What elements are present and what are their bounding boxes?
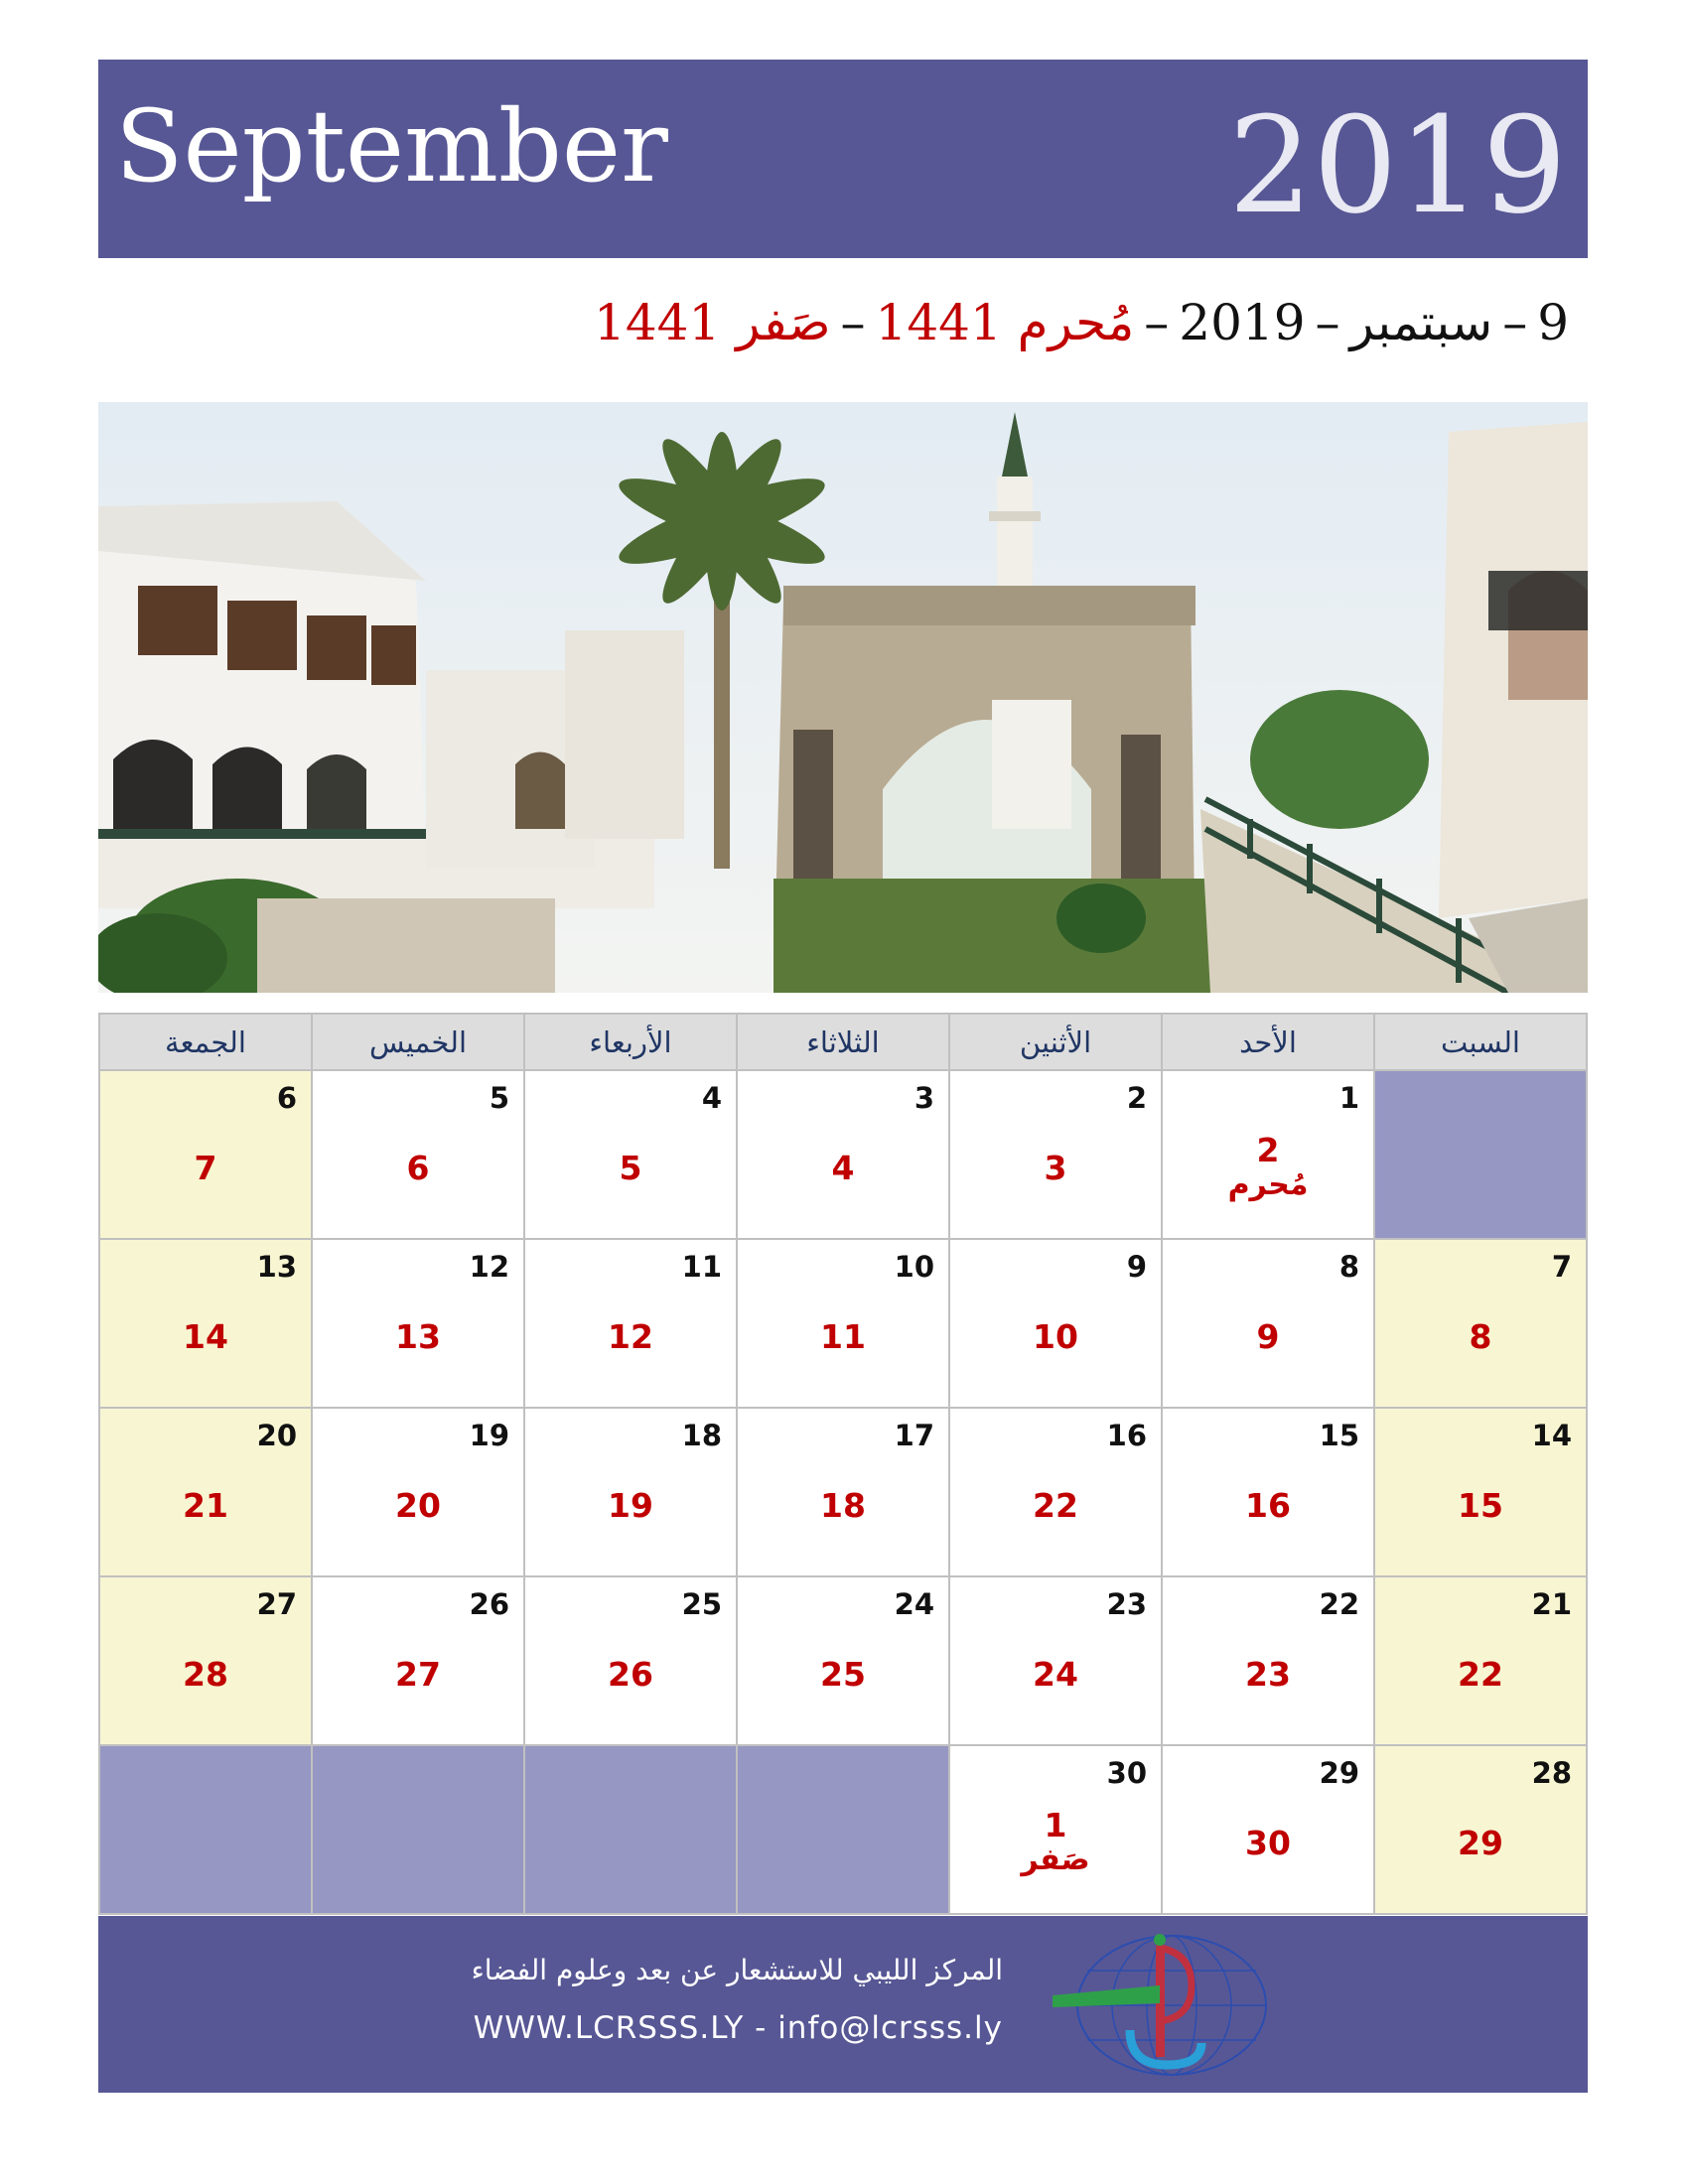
hijri-day: 22 [1033,1486,1078,1525]
day-cell [737,1070,949,1239]
gregorian-day: 15 [1319,1419,1359,1452]
gregorian-day: 12 [469,1250,509,1284]
day-cell [1374,1239,1587,1408]
day-cell [1162,1408,1374,1576]
day-cell [1162,1239,1374,1408]
hijri-day: 2 [1256,1131,1280,1169]
day-cell [1162,1576,1374,1745]
hijri-day: 12 [608,1317,653,1356]
empty-cell [99,1745,312,1914]
gregorian-day: 22 [1319,1587,1359,1621]
day-cell [1162,1070,1374,1239]
day-cell [312,1576,524,1745]
hijri-month-label: مُحرم [1227,1167,1309,1203]
hijri-day: 28 [183,1655,228,1694]
gregorian-day: 3 [914,1081,934,1115]
hijri-day: 27 [395,1655,441,1694]
weekday-sat: الجمعة [99,1014,312,1070]
day-cell [949,1408,1162,1576]
weekday-mon: الأربعاء [524,1014,737,1070]
gregorian-day: 6 [276,1081,297,1115]
hijri-day: 20 [395,1486,441,1525]
gregorian-day: 5 [489,1081,509,1115]
gregorian-day: 14 [1531,1419,1572,1452]
weekday-header-row [99,1014,1587,1070]
hijri-day: 26 [608,1655,653,1694]
empty-cell [737,1745,949,1914]
weekday-fri: السبت [1374,1014,1587,1070]
gregorian-day: 19 [469,1419,509,1452]
day-cell [524,1070,737,1239]
gregorian-day: 20 [256,1419,297,1452]
gregorian-day: 11 [681,1250,722,1284]
day-cell [312,1239,524,1408]
hijri-month-label: صَفر [1021,1843,1090,1878]
hijri-day-with-month [950,1808,1161,1876]
hijri-day: 25 [820,1655,866,1694]
day-cell [312,1070,524,1239]
month-arabic: سبتمبر [1349,294,1493,351]
month-number: 9 [1537,294,1569,351]
gregorian-day: 27 [256,1587,297,1621]
separator: – [1315,294,1340,351]
hijri-day: 8 [1469,1317,1492,1356]
hijri-month-1: مُحرم 1441 [875,294,1135,351]
website-link[interactable]: WWW.LCRSSS.LY [473,2010,745,2046]
weekday-thu: الأحد [1162,1014,1374,1070]
week-row [99,1070,1587,1239]
empty-cell [312,1745,524,1914]
day-cell [949,1745,1162,1914]
hijri-day: 23 [1245,1655,1291,1694]
week-row [99,1408,1587,1576]
organization-logo-icon [1043,1926,1271,2085]
gregorian-day: 21 [1531,1587,1572,1621]
empty-cell [1374,1070,1587,1239]
hijri-day: 15 [1458,1486,1503,1525]
empty-cell [524,1745,737,1914]
gregorian-day: 10 [894,1250,934,1284]
contact-separator: - [755,2010,768,2046]
day-cell [1162,1745,1374,1914]
gregorian-day: 24 [894,1587,934,1621]
hijri-day: 18 [820,1486,866,1525]
day-cell [1374,1408,1587,1576]
day-cell [524,1408,737,1576]
hijri-day: 3 [1044,1149,1067,1187]
hijri-day: 1 [1044,1806,1067,1844]
hijri-day: 29 [1458,1824,1503,1862]
footer-band [98,1916,1588,2093]
gregorian-day: 29 [1319,1756,1359,1790]
gregorian-day: 8 [1338,1250,1359,1284]
gregorian-day: 28 [1531,1756,1572,1790]
hijri-day: 13 [395,1317,441,1356]
day-cell [524,1576,737,1745]
hijri-day: 4 [831,1149,855,1187]
weekday-tue: الثلاثاء [737,1014,949,1070]
date-subheader [594,294,1569,351]
day-cell [1374,1745,1587,1914]
day-cell [737,1239,949,1408]
contact-line [474,2010,1003,2046]
gregorian-day: 13 [256,1250,297,1284]
day-cell [312,1408,524,1576]
gregorian-day: 26 [469,1587,509,1621]
hijri-day: 11 [820,1317,866,1356]
hijri-day: 5 [619,1149,642,1187]
day-cell [99,1408,312,1576]
year-title: 2019 [1227,88,1567,243]
hijri-day: 14 [183,1317,228,1356]
gregorian-year: 2019 [1179,294,1306,351]
hijri-day: 30 [1245,1824,1291,1862]
hijri-day: 10 [1033,1317,1078,1356]
day-cell [524,1239,737,1408]
separator: – [1144,294,1170,351]
week-row [99,1745,1587,1914]
day-cell [949,1239,1162,1408]
day-cell [737,1408,949,1576]
gregorian-day: 25 [681,1587,722,1621]
gregorian-day: 17 [894,1419,934,1452]
gregorian-day: 4 [701,1081,722,1115]
weekday-wed: الأثنين [949,1014,1162,1070]
day-cell [949,1070,1162,1239]
day-cell [949,1576,1162,1745]
gregorian-day: 23 [1106,1587,1147,1621]
hijri-day: 7 [194,1149,217,1187]
gregorian-day: 30 [1106,1756,1147,1790]
week-row [99,1576,1587,1745]
calendar-grid [98,1013,1588,1915]
day-cell [99,1576,312,1745]
hijri-day-with-month [1163,1133,1373,1201]
hijri-day: 6 [406,1149,430,1187]
gregorian-day: 18 [681,1419,722,1452]
hijri-day: 9 [1256,1317,1280,1356]
gregorian-day: 16 [1106,1419,1147,1452]
month-title: September [115,88,668,205]
gregorian-day: 2 [1126,1081,1147,1115]
separator: – [840,294,866,351]
email-link[interactable]: info@lcrsss.ly [777,2010,1003,2046]
hijri-month-2: صَفر 1441 [594,294,831,351]
gregorian-day: 9 [1126,1250,1147,1284]
day-cell [99,1070,312,1239]
day-cell [1374,1576,1587,1745]
gregorian-day: 1 [1338,1081,1359,1115]
day-cell [99,1239,312,1408]
separator: – [1502,294,1528,351]
hijri-day: 22 [1458,1655,1503,1694]
hijri-day: 19 [608,1486,653,1525]
hijri-day: 16 [1245,1486,1291,1525]
weekday-sun: الخميس [312,1014,524,1070]
calendar-photo [98,402,1588,993]
hijri-day: 21 [183,1486,228,1525]
gregorian-day: 7 [1551,1250,1572,1284]
week-row [99,1239,1587,1408]
organization-name: المركز الليبي للاستشعار عن بعد وعلوم الفضاء [471,1954,1003,1986]
day-cell [737,1576,949,1745]
hijri-day: 24 [1033,1655,1078,1694]
